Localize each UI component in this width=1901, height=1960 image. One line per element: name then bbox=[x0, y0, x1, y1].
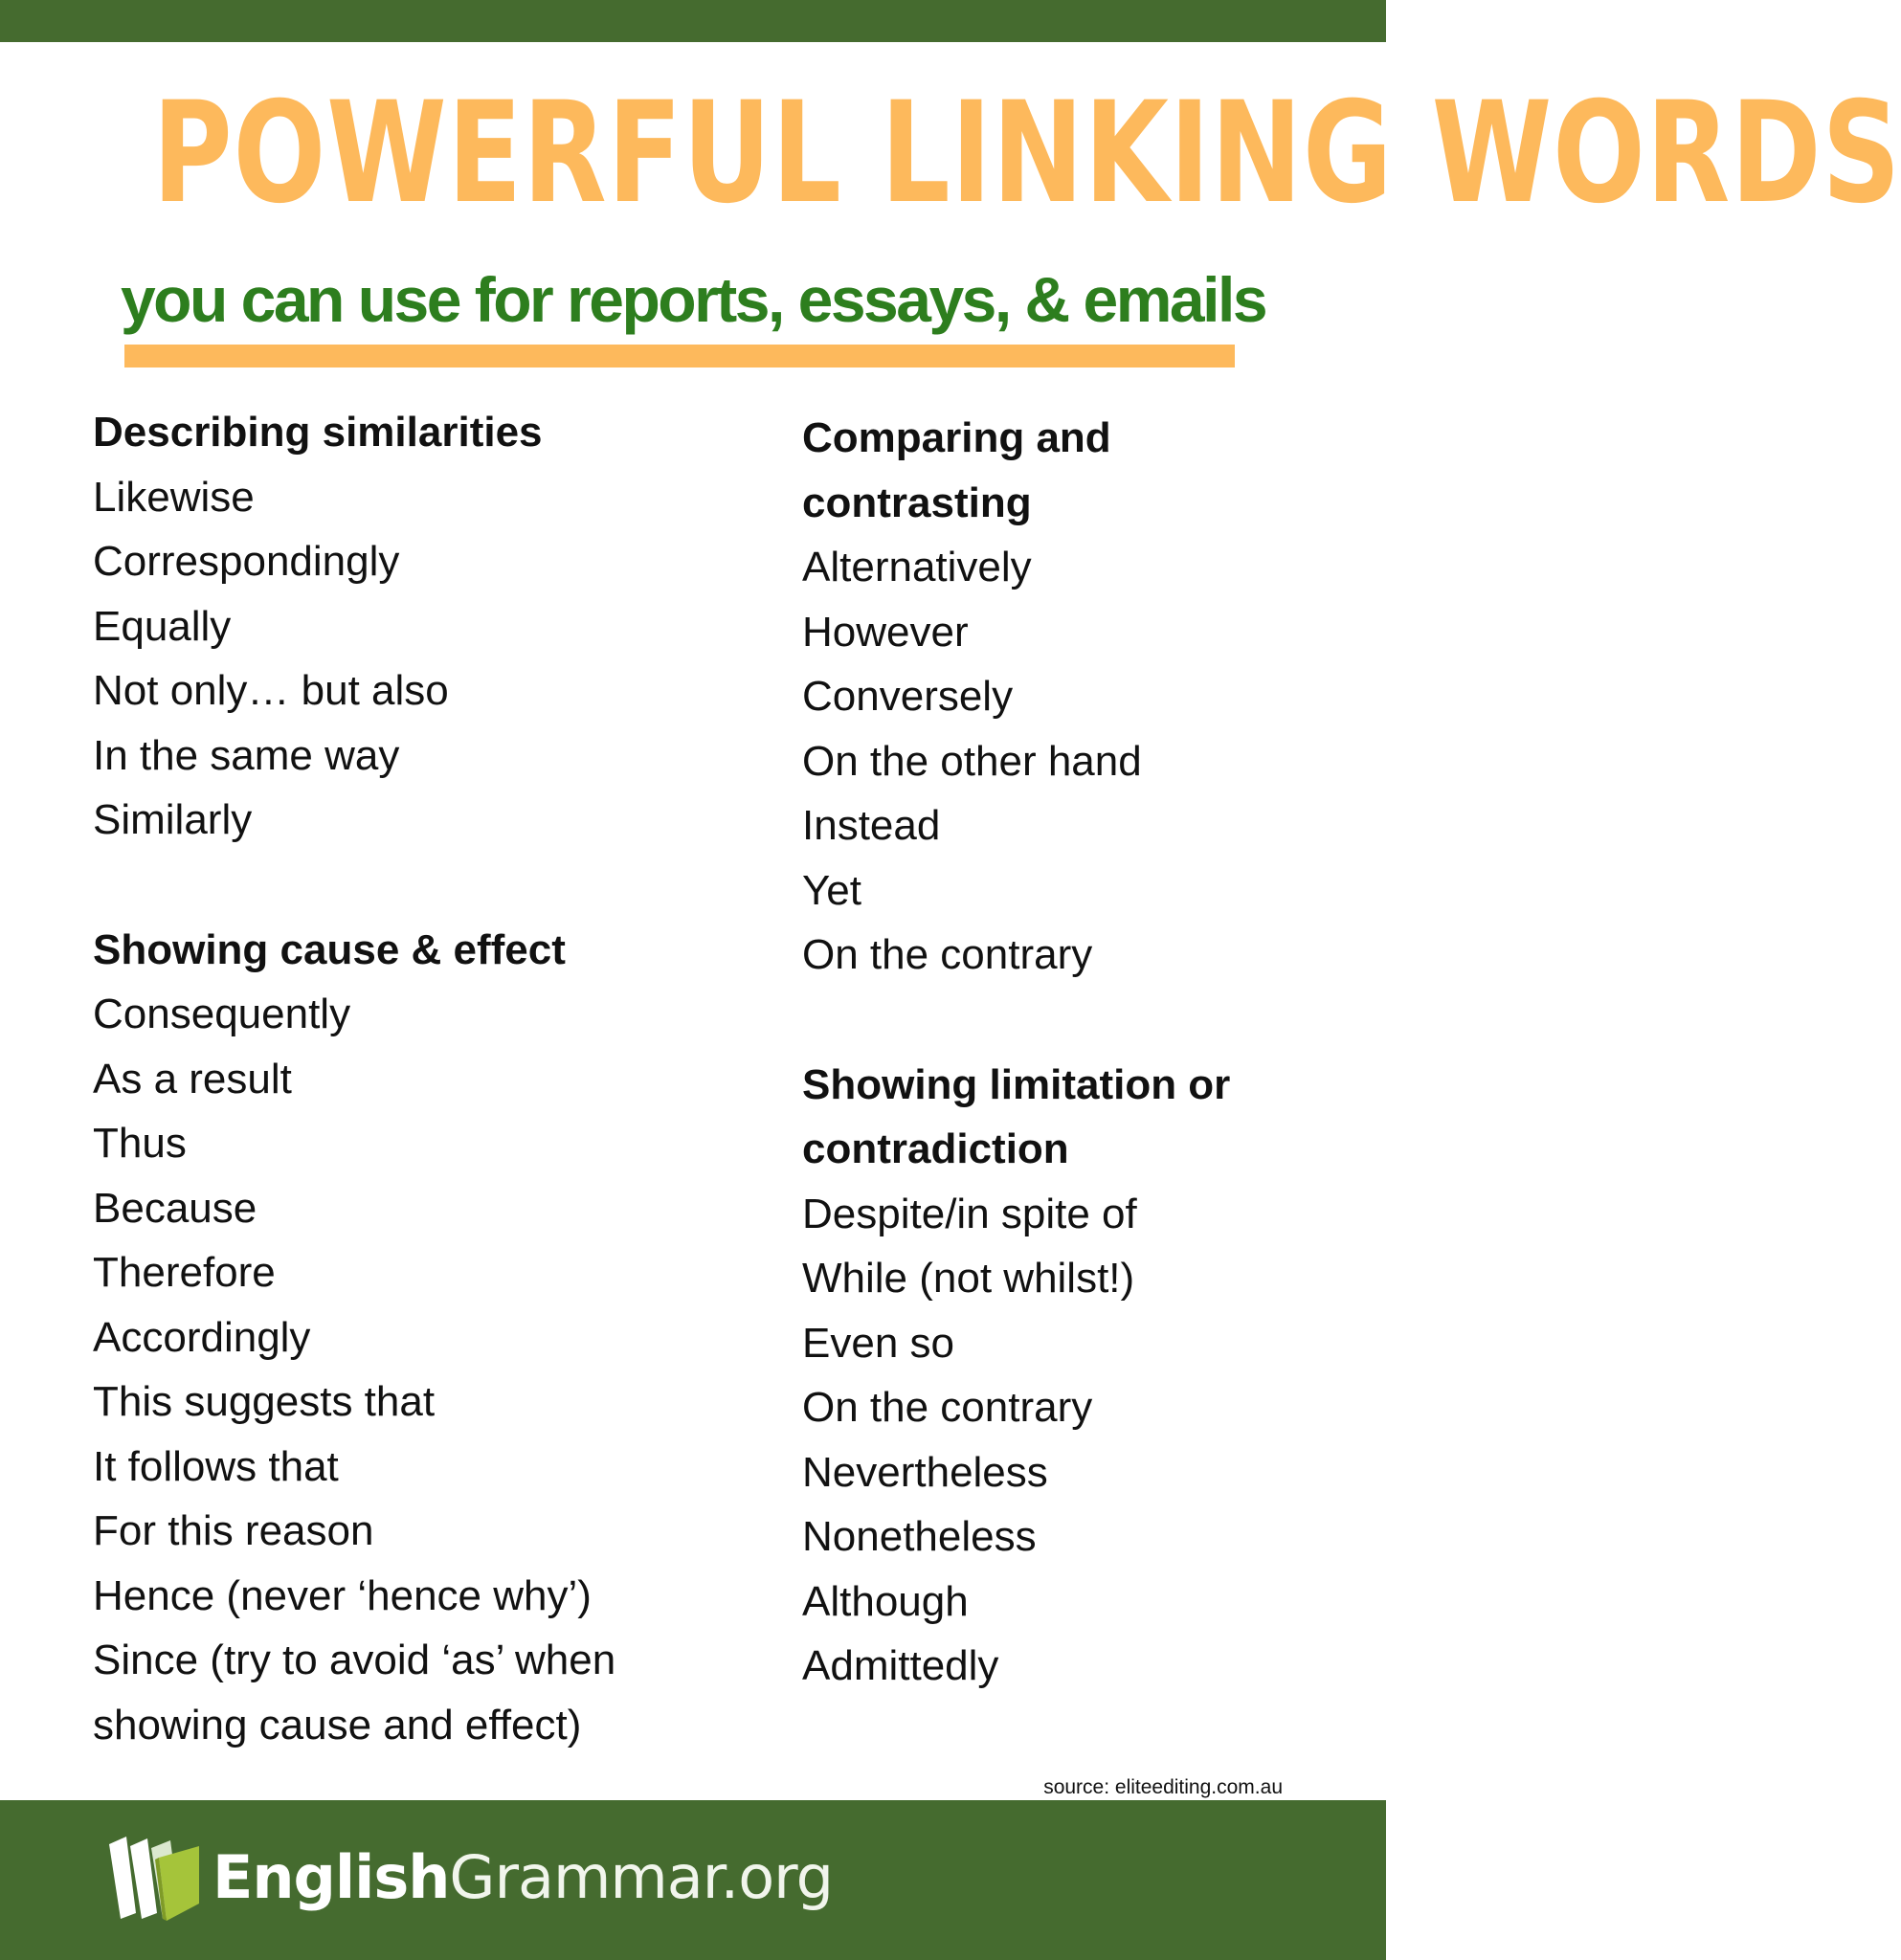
title-underline bbox=[124, 345, 1235, 368]
list-item: This suggests that bbox=[93, 1378, 436, 1425]
list-item: Even so bbox=[802, 1319, 954, 1367]
section-heading: Showing cause & effect bbox=[93, 925, 566, 973]
list-item: Similarly bbox=[93, 796, 253, 843]
list-item: Thus bbox=[93, 1120, 187, 1167]
list-item: Accordingly bbox=[93, 1313, 311, 1361]
section-heading: Showing limitation or bbox=[802, 1060, 1231, 1108]
list-item: Yet bbox=[802, 866, 862, 914]
top-bar bbox=[0, 0, 1386, 42]
section-cause-effect bbox=[93, 918, 744, 1758]
list-item: It follows that bbox=[93, 1442, 339, 1490]
list-item: On the contrary bbox=[802, 1384, 1093, 1431]
list-item: Conversely bbox=[802, 673, 1014, 720]
list-item: Admittedly bbox=[802, 1642, 999, 1689]
page-title: POWERFUL LINKING WORDS bbox=[152, 72, 1901, 234]
list-item: As a result bbox=[93, 1055, 292, 1102]
section-heading: Comparing and bbox=[802, 414, 1111, 461]
page-subtitle: you can use for reports, essays, & emails bbox=[120, 264, 1266, 335]
source-credit: source: eliteediting.com.au bbox=[1043, 1776, 1283, 1798]
book-pages-icon bbox=[103, 1825, 209, 1930]
section-heading-cont: contradiction bbox=[802, 1125, 1069, 1172]
list-item: Equally bbox=[93, 602, 232, 650]
list-item: Alternatively bbox=[802, 544, 1032, 590]
list-item: Since (try to avoid ‘as’ when bbox=[93, 1637, 616, 1683]
list-item: Nonetheless bbox=[802, 1513, 1037, 1560]
list-item: Nevertheless bbox=[802, 1448, 1048, 1496]
logo-text-bold: English bbox=[212, 1842, 450, 1912]
list-item: In the same way bbox=[93, 731, 400, 779]
list-item: Although bbox=[802, 1577, 969, 1625]
list-item: showing cause and effect) bbox=[93, 1701, 582, 1748]
list-item: Therefore bbox=[93, 1249, 276, 1296]
section-describing-similarities bbox=[93, 400, 744, 853]
list-item: Instead bbox=[802, 802, 941, 849]
left-column bbox=[93, 400, 744, 1822]
list-item: On the other hand bbox=[802, 737, 1142, 785]
section-heading-cont: contrasting bbox=[802, 479, 1032, 526]
list-item: Correspondingly bbox=[93, 538, 400, 585]
section-heading: Describing similarities bbox=[93, 409, 543, 456]
list-item: Consequently bbox=[93, 991, 351, 1037]
list-item: Hence (never ‘hence why’) bbox=[93, 1571, 592, 1619]
brand-logo[interactable] bbox=[212, 1835, 833, 1921]
list-item: Likewise bbox=[93, 473, 255, 521]
list-item: Not only… but also bbox=[93, 667, 449, 714]
logo-text-light: Grammar.org bbox=[449, 1842, 833, 1912]
list-item: While (not whilst!) bbox=[802, 1255, 1135, 1302]
list-item: On the contrary bbox=[802, 931, 1093, 978]
list-item: For this reason bbox=[93, 1507, 374, 1554]
list-item: Despite/in spite of bbox=[802, 1190, 1137, 1237]
section-limitation-contradiction bbox=[802, 1053, 1338, 1699]
section-comparing-contrasting bbox=[802, 406, 1338, 988]
list-item: Because bbox=[93, 1184, 257, 1232]
right-column bbox=[802, 400, 1338, 1764]
footer-bar bbox=[0, 1800, 1386, 1960]
list-item: However bbox=[802, 608, 969, 656]
